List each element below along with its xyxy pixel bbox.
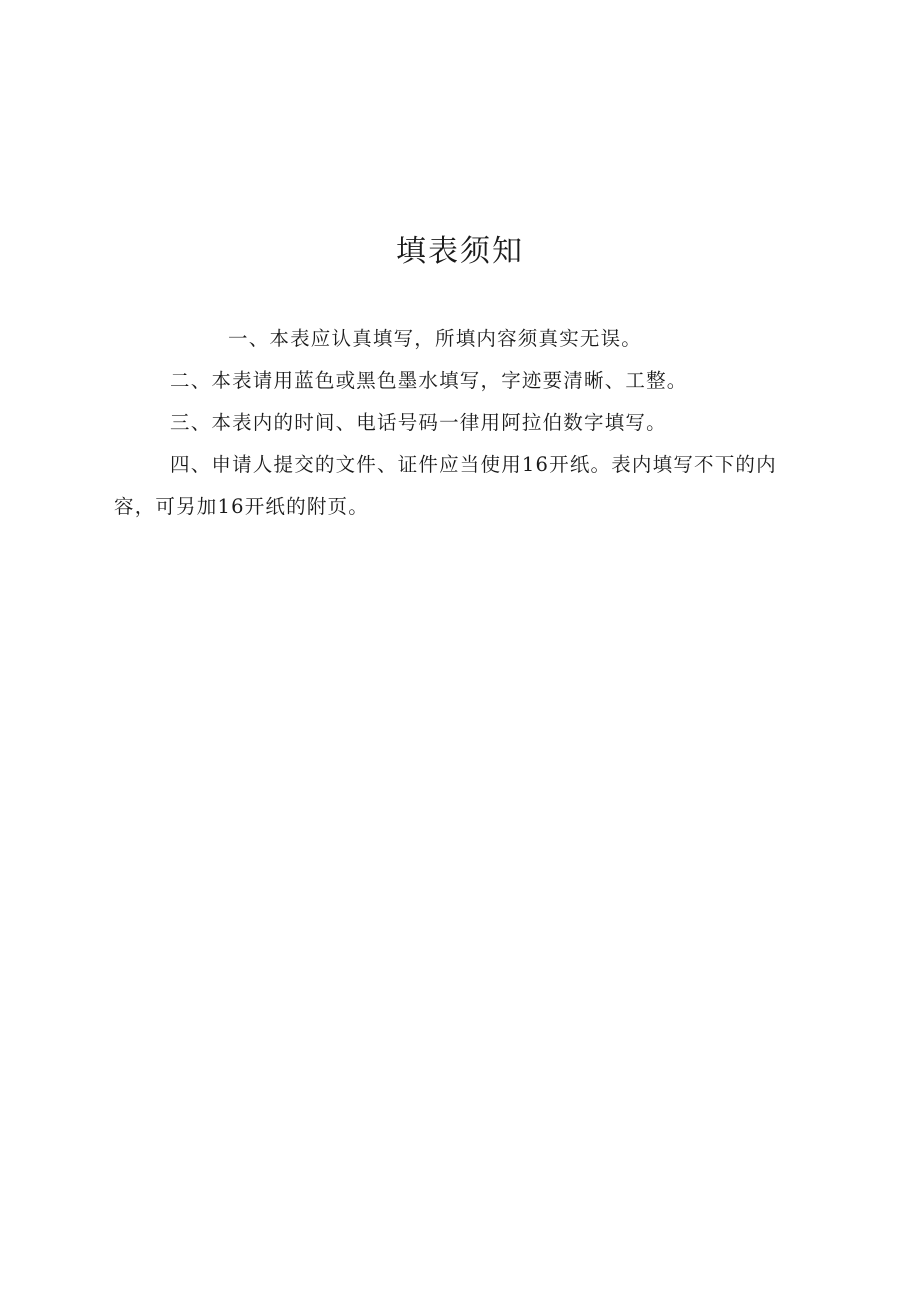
instruction-item-4: 四、申请人提交的文件、证件应当使用16开纸。表内填写不下的内容，可另加16开纸的附页。 — [114, 453, 777, 518]
page-title: 填表须知 — [396, 234, 524, 269]
instructions-list — [114, 318, 806, 528]
instruction-item-2: 二、本表请用蓝色或黑色墨水填写，字迹要清晰、工整。 — [170, 369, 688, 392]
instruction-item-3: 三、本表内的时间、电话号码一律用阿拉伯数字填写。 — [170, 411, 667, 434]
instruction-item-1: 一、本表应认真填写，所填内容须真实无误。 — [228, 327, 643, 350]
